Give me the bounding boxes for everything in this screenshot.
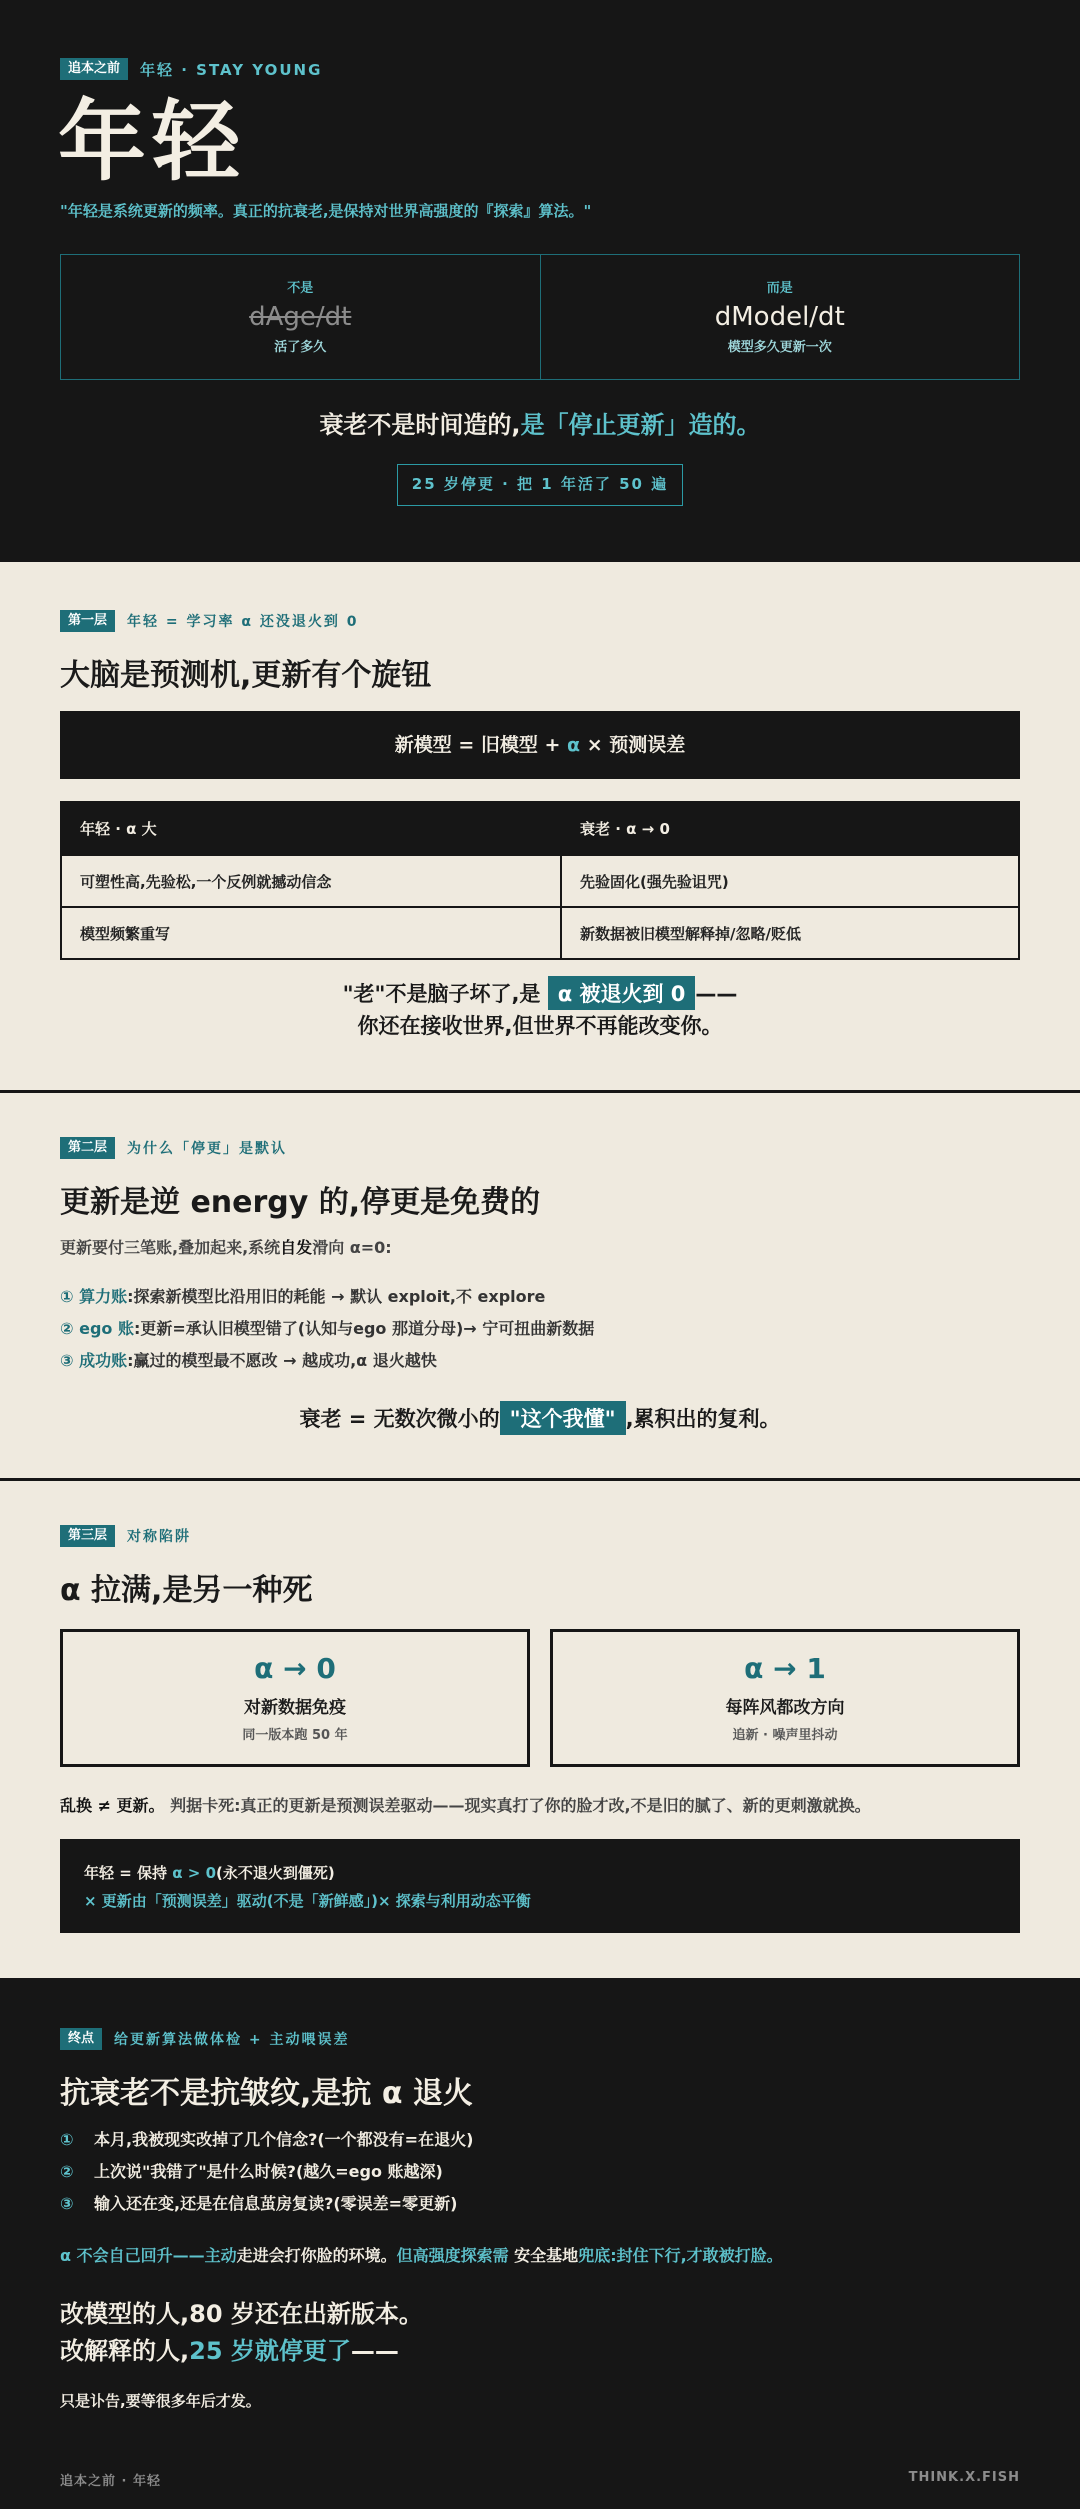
table-cell: 新数据被旧模型解释掉/忽略/贬低 (561, 907, 1019, 959)
s2-tagline: 为什么「停更」是默认 (127, 1141, 288, 1157)
card-title: 每阵风都改方向 (725, 1698, 845, 1718)
comparison-box (60, 254, 1020, 380)
s2-intro-b: 自发 (280, 1238, 313, 1257)
s3-heading: α 拉满,是另一种死 (60, 1573, 313, 1608)
s3-box-line1 (84, 1859, 996, 1887)
s2-intro-a: 更新要付三笔账,叠加起来,系统 (60, 1238, 281, 1257)
comparison-not-sub: 活了多久 (274, 340, 327, 355)
formula-alpha: α (567, 734, 581, 756)
table-cell: 模型频繁重写 (61, 907, 561, 959)
list-item-num: ① 算力账 (60, 1287, 128, 1306)
alpha-d: 安全基地 (514, 2246, 579, 2265)
list-item-num: ① (60, 2130, 74, 2149)
table-header-row (61, 802, 1019, 855)
s4-heading: 抗衰老不是抗皱纹,是抗 α 退火 (60, 2076, 473, 2111)
section-layer-1 (0, 562, 1080, 1090)
closing-2b: 25 岁就停更了 (189, 2337, 351, 2365)
comparison-but-value: dModel/dt (714, 302, 845, 332)
closing-2a: 改解释的人, (60, 2337, 190, 2365)
hero-pill: 25 岁停更 · 把 1 年活了 50 遍 (397, 464, 683, 506)
verdict-part-a: 衰老不是时间造的, (319, 411, 521, 439)
s2-heading: 更新是逆 energy 的,停更是免费的 (60, 1185, 541, 1220)
alpha-advice (60, 2243, 783, 2266)
s1-highlight: α 被退火到 0 (548, 976, 696, 1010)
list-item-text: 本月,我被现实改掉了几个信念?(一个都没有=在退火) (94, 2130, 474, 2149)
comparison-but-label: 而是 (766, 281, 793, 296)
list-item-num: ③ (60, 2194, 74, 2213)
comparison-not-value: dAge/dt (249, 302, 352, 332)
s3-note-b: 判据卡死:真正的更新是预测误差驱动——现实真打了你的脸才改,不是旧的腻了、新的更刺激就换。 (164, 1796, 871, 1815)
hero-tagline: 年轻 · STAY YOUNG (140, 60, 323, 79)
alpha-b: 走进会打你脸的环境。 (236, 2246, 397, 2265)
s1-heading: 大脑是预测机,更新有个旋钮 (60, 658, 432, 693)
s1-conclusion-line1 (0, 976, 1080, 1010)
formula-part-b: × 预测误差 (580, 734, 686, 756)
hero-header (60, 58, 322, 80)
list-item-text: 输入还在变,还是在信息茧房复读?(零误差=零更新) (94, 2194, 458, 2213)
alpha-e: 兜底:封住下行,才敢被打脸。 (578, 2246, 783, 2265)
update-formula (60, 711, 1020, 779)
page-title: 年轻 (58, 90, 247, 193)
s4-badge: 终点 (60, 2028, 102, 2050)
list-item-text: :更新=承认旧模型错了(认知与ego 那道分母)→ 宁可扭曲新数据 (134, 1319, 595, 1338)
s1-line1-b: —— (695, 982, 738, 1006)
section-layer-3 (0, 1478, 1080, 1978)
s3-summary-box (60, 1839, 1020, 1933)
s2-badge: 第二层 (60, 1137, 115, 1159)
footer-right: THINK.X.FISH (908, 2470, 1020, 2485)
s2-summary (0, 1401, 1080, 1435)
list-item (60, 2124, 473, 2156)
box-line1-hl: α > 0 (172, 1864, 217, 1882)
card-sub: 追新 · 噪声里抖动 (732, 1728, 838, 1743)
checkup-list (60, 2124, 473, 2220)
s2-summary-a: 衰老 = 无数次微小的 (299, 1407, 500, 1431)
box-line1-b: (永不退火到僵死) (216, 1864, 335, 1882)
s1-tagline: 年轻 = 学习率 α 还没退火到 0 (127, 614, 359, 630)
list-item (60, 2156, 473, 2188)
formula-part-a: 新模型 = 旧模型 + (394, 734, 568, 756)
closing-line-1: 改模型的人,80 岁还在出新版本。 (60, 2300, 423, 2328)
list-item-num: ③ 成功账 (60, 1351, 128, 1370)
s3-tagline: 对称陷阱 (127, 1529, 192, 1545)
s3-badge: 第三层 (60, 1525, 115, 1547)
comparison-but-sub: 模型多久更新一次 (727, 340, 832, 355)
list-item-num: ② ego 账 (60, 1319, 134, 1338)
hero-quote: "年轻是系统更新的频率。真正的抗衰老,是保持对世界高强度的『探索』算法。" (60, 202, 592, 220)
card-alpha-zero (60, 1629, 530, 1767)
s2-intro-c: 滑向 α=0: (312, 1238, 392, 1257)
comparison-not-label: 不是 (287, 281, 314, 296)
closing-line-2 (60, 2333, 423, 2370)
card-sub: 同一版本跑 50 年 (242, 1728, 348, 1743)
closing-2c: —— (350, 2337, 399, 2365)
section-layer-2 (0, 1090, 1080, 1478)
section-endpoint (0, 1978, 1080, 2509)
footer-left: 追本之前 · 年轻 (60, 2474, 161, 2489)
s1-badge: 第一层 (60, 610, 115, 632)
s1-header (60, 610, 358, 632)
list-item (60, 1313, 594, 1345)
table-cell: 先验固化(强先验诅咒) (561, 855, 1019, 907)
table-row (61, 907, 1019, 959)
closing-statement (60, 2296, 423, 2370)
s4-tagline: 给更新算法做体检 + 主动喂误差 (114, 2032, 350, 2048)
list-item-num: ② (60, 2162, 74, 2181)
hero-verdict (0, 405, 1080, 440)
young-vs-old-table (60, 801, 1020, 960)
box-line1-a: 年轻 = 保持 (84, 1864, 173, 1882)
s2-summary-highlight: "这个我懂" (500, 1401, 626, 1435)
s2-summary-b: ,累积出的复利。 (625, 1407, 781, 1431)
alpha-c: 但高强度探索需 (396, 2246, 515, 2265)
series-badge: 追本之前 (60, 58, 128, 80)
s4-header (60, 2028, 350, 2050)
table-header: 年轻 · α 大 (61, 802, 561, 855)
s2-header (60, 1137, 287, 1159)
card-formula: α → 1 (744, 1652, 826, 1685)
list-item (60, 1281, 594, 1313)
alpha-a: α 不会自己回升——主动 (60, 2246, 237, 2265)
closing-line-3: 只是讣告,要等很多年后才发。 (60, 2392, 261, 2410)
cost-list (60, 1281, 594, 1377)
list-item-text: :探索新模型比沿用旧的耗能 → 默认 exploit,不 explore (127, 1287, 546, 1306)
card-title: 对新数据免疫 (244, 1698, 346, 1718)
list-item-text: 上次说"我错了"是什么时候?(越久=ego 账越深) (94, 2162, 443, 2181)
comparison-but (540, 255, 1020, 379)
comparison-not (61, 255, 540, 379)
list-item (60, 2188, 473, 2220)
s3-note-a: 乱换 ≠ 更新。 (60, 1796, 165, 1815)
s2-intro (60, 1235, 392, 1258)
list-item-text: :赢过的模型最不愿改 → 越成功,α 退火越快 (127, 1351, 437, 1370)
verdict-part-b: 是「停止更新」造的。 (520, 411, 761, 439)
card-formula: α → 0 (254, 1652, 336, 1685)
s3-note (60, 1793, 1020, 1816)
s1-line1-a: "老"不是脑子坏了,是 (342, 982, 548, 1006)
hero-section (0, 0, 1080, 562)
table-header: 衰老 · α → 0 (561, 802, 1019, 855)
table-row (61, 855, 1019, 907)
list-item (60, 1345, 594, 1377)
s1-conclusion-line2: 你还在接收世界,但世界不再能改变你。 (357, 1014, 723, 1038)
s3-box-line2: × 更新由「预测误差」驱动(不是「新鲜感」)× 探索与利用动态平衡 (84, 1892, 531, 1910)
s3-header (60, 1525, 191, 1547)
table-cell: 可塑性高,先验松,一个反例就撼动信念 (61, 855, 561, 907)
card-alpha-one (550, 1629, 1020, 1767)
